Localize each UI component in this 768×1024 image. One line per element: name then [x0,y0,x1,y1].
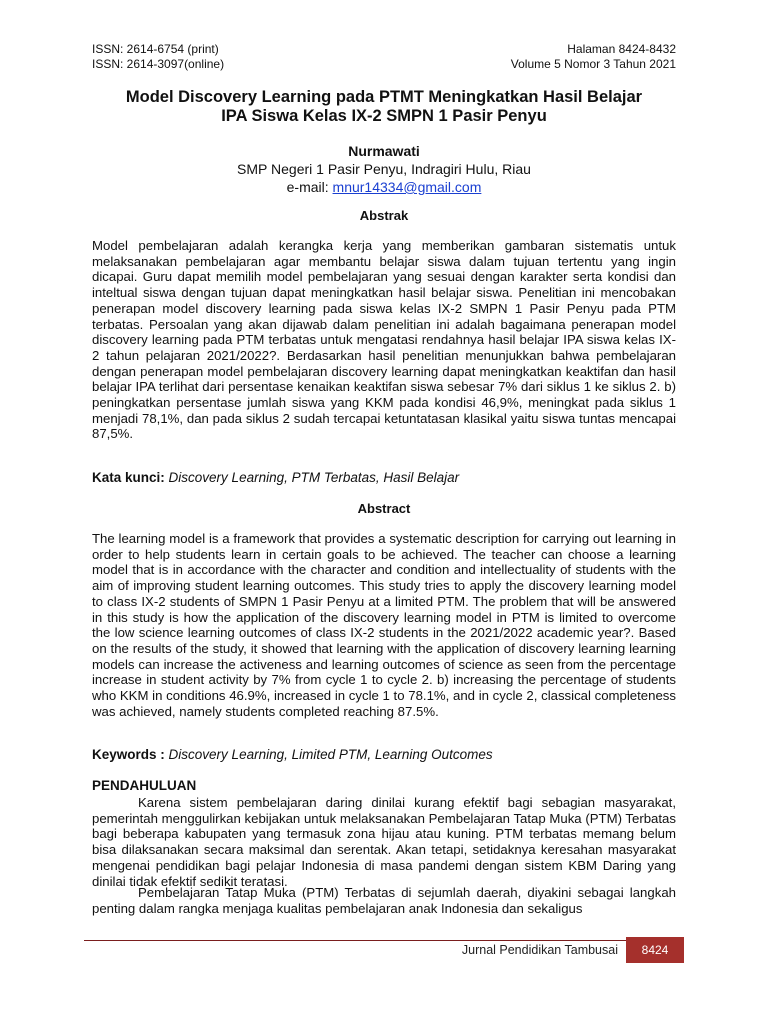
abstract-text: The learning model is a framework that provides a systematic description for carrying out learning in order to help students learn in certain goals to be achieved. The teacher can choose a learning model that is in accordance with the character and condition and intellectuality of students with the aim of improving student learning outcomes. This study tries to apply the discovery learning model to class IX-2 students of SMPN 1 Pasir Penyu at a limited PTM. The problem that will be answered in this study is how the application of the discovery learning model in PTM is limited to overcome the low science learning outcomes of class IX-2 students in the 2021/2022 academic year?. Based on the results of the study, it showed that learning with the application of discovery learning learning models can increase the activeness and learning outcomes of science as seen from the percentage increase in student activity by 7% from cycle 1 to cycle 2. b) increasing the percentage of students who KKM in conditions 46.9%, increased in cycle 1 to 78.1%, and in cycle 2, classical completeness was achieved, namely students completed reaching 87.5%. [92,531,676,719]
intro-paragraph-2: Pembelajaran Tatap Muka (PTM) Terbatas di sejumlah daerah, diyakini sebagai langkah penting dalam rangka menjaga kualitas pembelajaran anak Indonesia dan sekaligus [92,885,676,916]
abstrak-heading: Abstrak [359,208,409,223]
title-line-2: IPA Siswa Kelas IX-2 SMPN 1 Pasir Penyu [221,107,547,125]
kata-kunci [92,470,459,485]
title-line-1: Model Discovery Learning pada PTMT Meningkatkan Hasil Belajar [125,88,643,106]
footer-divider [84,940,684,941]
paper-title [80,88,688,126]
abstrak-text: Model pembelajaran adalah kerangka kerja yang memberikan gambaran sistematis untuk melaksanakan pembelajaran agar membantu belajar siswa dalam tujuan tertentu yang ingin dicapai. Guru dapat memilih model pembelajaran yang sesuai dengan karakter serta kondisi dan inteltual siswa dengan tujuan dapat meningkatkan hasil belajar siswa. Penelitian ini mencobakan penerapan model discovery learning pada siswa kelas IX-2 SMPN 1 Pasir Penyu pada PTM terbatas. Persoalan yang akan dijawab dalam penelitian ini adalah bagaimana penerapan model discovery learning pada PTM terbatas untuk mengatasi rendahnya hasil belajar IPA siswa kelas IX-2 tahun pelajaran 2021/2022?. Berdasarkan hasil penelitian menunjukkan bahwa pembelajaran dengan penerapan model pembelajaran discovery learning dapat meningkatkan keaktifan dan hasil belajar IPA terlihat dari persentase kenaikan keaktifan siswa sebesar 7% dari siklus 1 ke siklus 2. b) peningkatkan persentase jumlah siswa yang KKM pada kondisi 46,9%, meningkat pada siklus 1 menjadi 78,1%, dan pada siklus 2 sudah tercapai ketuntatasan klasikal yaitu siswa tuntas mencapai 87,5%. [92,238,676,442]
issn-print: ISSN: 2614-6754 (print) [92,42,219,56]
keywords [92,747,493,762]
kata-kunci-label: Kata kunci: [92,470,165,485]
pendahuluan-heading: PENDAHULUAN [92,778,197,793]
kata-kunci-values: Discovery Learning, PTM Terbatas, Hasil Belajar [168,470,460,485]
keywords-values: Discovery Learning, Limited PTM, Learning Outcomes [168,747,493,762]
email-link[interactable]: mnur14334@gmail.com [332,179,482,195]
header-issn [92,42,224,72]
author-block [80,142,688,196]
page-range: Halaman 8424-8432 [567,42,676,56]
footer-journal-name: Jurnal Pendidikan Tambusai [461,943,618,957]
email-label: e-mail: [286,179,333,195]
keywords-label: Keywords : [92,747,165,762]
footer-page-number: 8424 [626,937,684,963]
volume-info: Volume 5 Nomor 3 Tahun 2021 [510,57,676,71]
author-email-line [80,178,688,196]
abstract-heading: Abstract [357,501,411,516]
issn-online: ISSN: 2614-3097(online) [92,57,225,71]
author-affiliation: SMP Negeri 1 Pasir Penyu, Indragiri Hulu, Riau [237,161,531,177]
intro-paragraph-1: Karena sistem pembelajaran daring dinilai kurang efektif bagi sebagian masyarakat, pemerintah menggulirkan kebijakan untuk melaksanakan Pembelajaran Tatap Muka (PTM) Terbatas bagi beberapa kabupaten yang termasuk zona hijau atau kuning. PTM terbatas memang belum bisa dilaksanakan secara maksimal dan serentak. Akan tetapi, setidaknya keresahan masyarakat mengenai pendidikan bagi pelajar Indonesia di masa pandemi dengan sistem KBM Daring yang dinilai tidak efektif sedikit teratasi. [92,795,676,889]
author-name: Nurmawati [348,143,420,159]
header-volume [511,42,676,72]
